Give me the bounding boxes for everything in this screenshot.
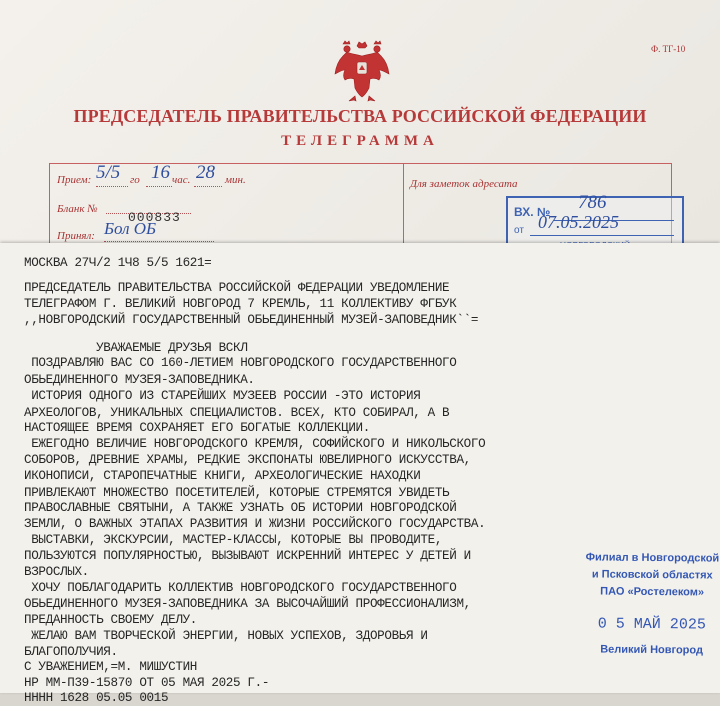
telegram-line: ТЕЛЕГРАФОМ Г. ВЕЛИКИЙ НОВГОРОД 7 КРЕМЛЬ, 11 КОЛЛЕКТИВУ ФГБУК <box>24 297 457 311</box>
telegram-line: НР ММ-П39-15870 ОТ 05 МАЯ 2025 Г.- <box>24 676 270 690</box>
telegram-line: ИСТОРИЯ ОДНОГО ИЗ СТАРЕЙШИХ МУЗЕЕВ РОССИИ -ЭТО ИСТОРИЯ <box>24 389 421 403</box>
blank-label: Бланк № <box>57 203 98 215</box>
stamp-line-1: Филиал в Новгородской <box>585 551 720 565</box>
date-rule <box>530 235 674 236</box>
received-day: 5/5 <box>96 162 121 183</box>
document-type-title: ТЕЛЕГРАММА <box>281 133 439 149</box>
telegram-line: НАСТОЯЩЕЕ ВРЕМЯ СОХРАНЯЕТ ЕГО БОГАТЫЕ КОЛЛЕКЦИИ. <box>24 421 370 435</box>
telegram-line: ПОЗДРАВЛЯЮ ВАС СО 160-ЛЕТИЕМ НОВГОРОДСКОГО ГОСУДАРСТВЕННОГО <box>24 356 457 370</box>
received-minutes: 28 <box>196 162 215 183</box>
minutes-underline <box>194 186 222 187</box>
incoming-number: 786 <box>578 192 607 213</box>
hour-underline <box>146 186 172 187</box>
accepted-label: Принял: <box>57 230 95 242</box>
incoming-number-label: ВХ. № <box>514 205 551 219</box>
accepted-signature: Бол ОБ <box>104 219 157 238</box>
stamp-date: 0 5 МАЙ 2025 <box>597 615 706 634</box>
telegram-line: УВАЖАЕМЫЕ ДРУЗЬЯ ВСКЛ <box>24 341 248 355</box>
telegram-line: ЗЕМЛИ, О ВАЖНЫХ ЭТАПАХ РАЗВИТИЯ И ЖИЗНИ РОССИЙСКОГО ГОСУДАРСТВА. <box>24 517 486 531</box>
telegram-line: ИКОНОПИСИ, СТАРОПЕЧАТНЫЕ КНИГИ, АРХЕОЛОГИЧЕСКИЕ НАХОДКИ <box>24 469 421 483</box>
incoming-date-label: от <box>514 225 524 236</box>
telegram-line: ОБЬЕДИНЕННОГО МУЗЕЯ-ЗАПОВЕДНИКА. <box>24 373 255 387</box>
minutes-label: мин. <box>225 174 246 186</box>
telegram-line: ХОЧУ ПОБЛАГОДАРИТЬ КОЛЛЕКТИВ НОВГОРОДСКОГО ГОСУДАРСТВЕННОГО <box>24 581 457 595</box>
telegram-line: ,,НОВГОРОДСКИЙ ГОСУДАРСТВЕННЫЙ ОБЬЕДИНЕННЫЙ МУЗЕЙ-ЗАПОВЕДНИК``= <box>24 313 479 327</box>
telegram-line: ЕЖЕГОДНО ВЕЛИЧИЕ НОВГОРОДСКОГО КРЕМЛЯ, СОФИЙСКОГО И НИКОЛЬСКОГО <box>24 437 486 451</box>
stamp-city: Великий Новгород <box>600 643 704 657</box>
delivery-postmark-stamp <box>584 551 720 662</box>
telegram-line: ПРАВОСЛАВНЫЕ СВЯТЫНИ, А ТАКЖЕ УЗНАТЬ ОБ ИСТОРИИ НОВГОРОДСКОЙ <box>24 501 457 515</box>
double-headed-eagle-emblem-icon <box>333 40 391 102</box>
hour-label: час. <box>172 174 191 186</box>
stamp-line-3: ПАО «Ростелеком» <box>600 585 705 599</box>
telegram-line: ПРЕДАННОСТЬ СВОЕМУ ДЕЛУ. <box>24 613 197 627</box>
telegram-line: ЖЕЛАЮ ВАМ ТВОРЧЕСКОЙ ЭНЕРГИИ, НОВЫХ УСПЕХОВ, ЗДОРОВЬЯ И <box>24 629 428 643</box>
telegram-line: ВЗРОСЛЫХ. <box>24 565 89 579</box>
telegram-line: АРХЕОЛОГОВ, УНИКАЛЬНЫХ СПЕЦИАЛИСТОВ. ВСЕХ, КТО СОБИРАЛ, А В <box>24 406 450 420</box>
telegram-line: ПОЛЬЗУЮТСЯ ПОПУЛЯРНОСТЬЮ, ВЫЗЫВАЮТ ИСКРЕННИЙ ИНТЕРЕС У ДЕТЕЙ И <box>24 549 471 563</box>
blank-number: 000833 <box>128 210 181 225</box>
telegram-line: СОБОРОВ, ДРЕВНИЕ ХРАМЫ, РЕДКИЕ ЭКСПОНАТЫ ЮВЕЛИРНОГО ИСКУССТВА, <box>24 453 471 467</box>
accepted-underline <box>104 241 214 242</box>
organization-title: ПРЕДСЕДАТЕЛЬ ПРАВИТЕЛЬСТВА РОССИЙСКОЙ ФЕДЕРАЦИИ <box>73 106 647 126</box>
stamp-line-2: и Псковской областях <box>591 568 713 582</box>
form-code: Ф. ТГ-10 <box>651 44 686 54</box>
telegram-line: ОБЬЕДИНЕННОГО МУЗЕЯ-ЗАПОВЕДНИКА ЗА ВЫСОЧАЙШИЙ ПРОФЕССИОНАЛИЗМ, <box>24 597 471 611</box>
telegram-line: ВЫСТАВКИ, ЭКСКУРСИИ, МАСТЕР-КЛАССЫ, КОТОРЫЕ ВЫ ПРОВОДИТЕ, <box>24 533 443 547</box>
telegram-line: БЛАГОПОЛУЧИЯ. <box>24 645 118 659</box>
telegram-line: С УВАЖЕНИЕМ,=М. МИШУСТИН <box>24 660 197 674</box>
telegram-line: ПРИВЛЕКАЮТ МНОЖЕСТВО ПОСЕТИТЕЛЕЙ, КОТОРЫЕ СТРЕМЯТСЯ УВИДЕТЬ <box>24 486 450 500</box>
telegram-line: МОСКВА 27Ч/2 1Ч8 5/5 1621= <box>24 256 212 270</box>
go-label: го <box>130 174 140 186</box>
telegram-line: ПРЕДСЕДАТЕЛЬ ПРАВИТЕЛЬСТВА РОССИЙСКОЙ ФЕДЕРАЦИИ УВЕДОМЛЕНИЕ <box>24 281 450 295</box>
telegram-line: НННН 1628 05.05 0015 <box>24 691 169 705</box>
incoming-date: 07.05.2025 <box>538 212 619 232</box>
received-day-underline <box>96 186 128 187</box>
received-label: Прием: <box>57 174 92 186</box>
notes-label: Для заметок адресата <box>410 178 518 190</box>
form-divider <box>403 163 404 253</box>
received-hour: 16 <box>151 162 170 183</box>
